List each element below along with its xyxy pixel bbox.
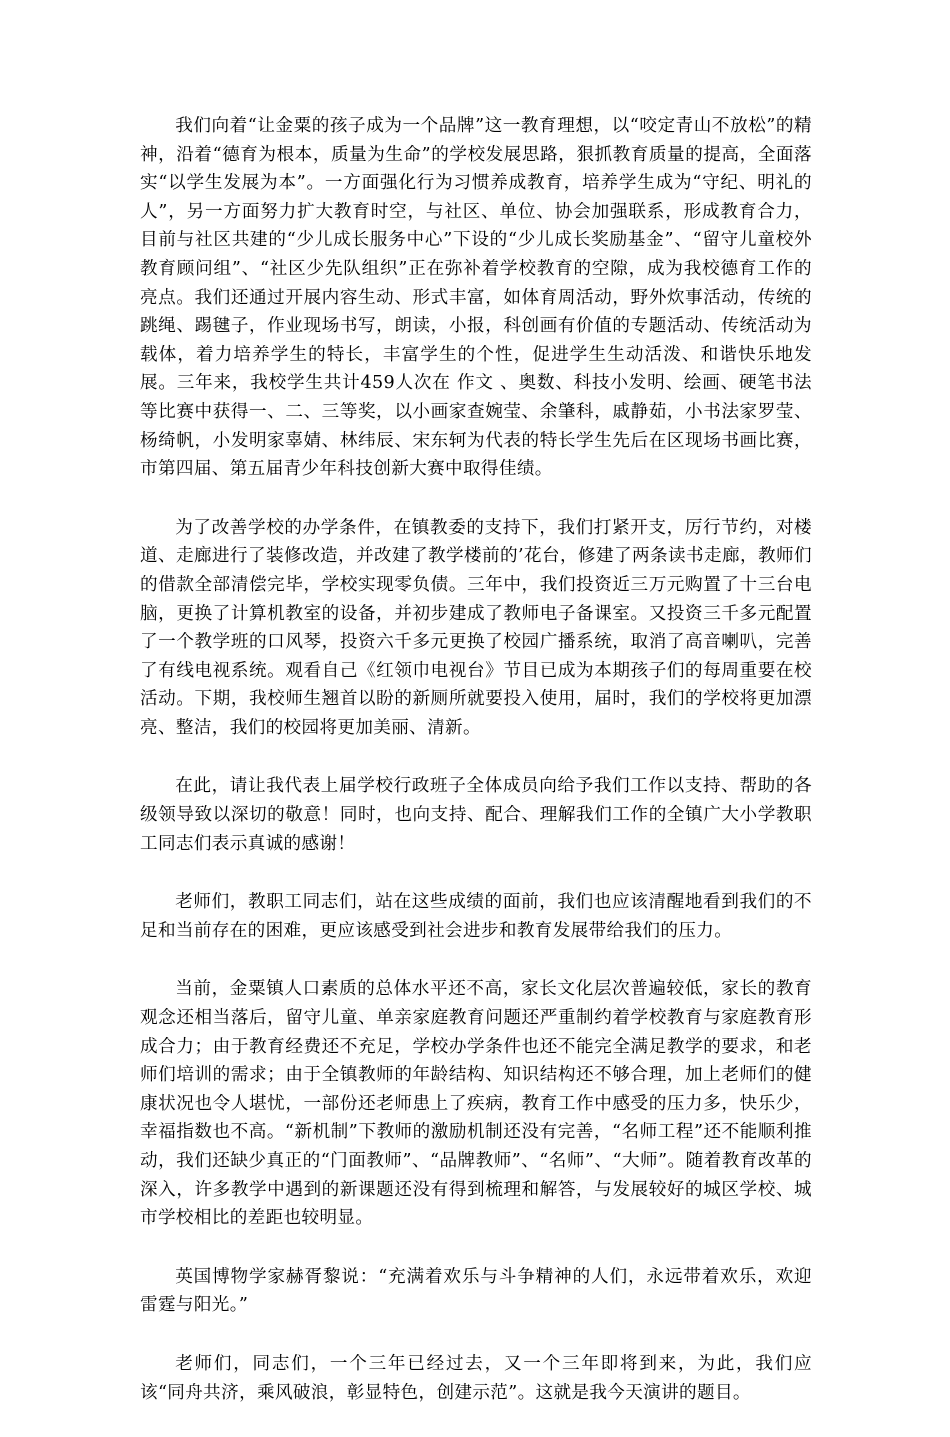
paragraph-speech-topic: 老师们，同志们，一个三年已经过去，又一个三年即将到来，为此，我们应该“同舟共济，乘风破浪，彰显特色，创建示范”。这就是我今天演讲的题目。 <box>140 1353 812 1403</box>
paragraph-quote: 英国博物学家赫胥黎说：“充满着欢乐与斗争精神的人们，永远带着欢乐，欢迎雷霆与阳光。” <box>140 1266 812 1316</box>
paragraph-thanks: 在此，请让我代表上届学校行政班子全体成员向给予我们工作以支持、帮助的各级领导致以深切的敬意！同时，也向支持、配合、理解我们工作的全镇广大小学教职工同志们表示真诚的感谢！ <box>140 776 812 854</box>
document-page <box>140 112 812 1437</box>
paragraph-current-difficulties: 当前，金粟镇人口素质的总体水平还不高，家长文化层次普遍较低，家长的教育观念还相当落后，留守儿童、单亲家庭教育问题还严重制约着学校教育与家庭教育形成合力；由于教育经费还不充足，学校办学条件也还不能完全满足教学的要求，和老师们培训的需求；由于全镇教师的年龄结构、知识结构还不够合理，加上老师们的健康状况也令人堪忧，一部份还老师患上了疾病，教育工作中感受的压力多，快乐少，幸福指数也不高。“新机制”下教师的激励机制还没有完善，“名师工程”还不能顺利推动，我们还缺少真正的“门面教师”、“品牌教师”、“名师”、“大师”。随着教育改革的深入，许多教学中遇到的新课题还没有得到梳理和解答，与发展较好的城区学校、城市学校相比的差距也较明显。 <box>140 979 812 1229</box>
paragraph-shortcomings: 老师们，教职工同志们，站在这些成绩的面前，我们也应该清醒地看到我们的不足和当前存在的困难，更应该感受到社会进步和教育发展带给我们的压力。 <box>140 892 812 941</box>
paragraph-moral-education: 我们向着“让金粟的孩子成为一个品牌”这一教育理想，以“咬定青山不放松”的精神，沿着“德育为根本，质量为生命”的学校发展思路，狠抓教育质量的提高，全面落实“以学生发展为本”。一方面强化行为习惯养成教育，培养学生成为“守纪、明礼的人”，另一方面努力扩大教育时空，与社区、单位、协会加强联系，形成教育合力，目前与社区共建的“少儿成长服务中心”下设的“少儿成长奖励基金”、“留守儿童校外教育顾问组”、“社区少先队组织”正在弥补着学校教育的空隙，成为我校德育工作的亮点。我们还通过开展内容生动、形式丰富，如体育周活动，野外炊事活动，传统的跳绳、踢毽子，作业现场书写，朗读，小报，科创画有价值的专题活动、传统活动为载体，着力培养学生的特长，丰富学生的个性，促进学生生动活泼、和谐快乐地发展。三年来，我校学生共计459人次在 作文 、奥数、科技小发明、绘画、硬笔书法等比赛中获得一、二、三等奖，以小画家查婉莹、余肇科，戚静茹，小书法家罗莹、杨绮帆，小发明家辜婧、林纬辰、宋东轲为代表的特长学生先后在区现场书画比赛，市第四届、第五届青少年科技创新大赛中取得佳绩。 <box>140 116 812 480</box>
paragraph-school-conditions: 为了改善学校的办学条件，在镇教委的支持下，我们打紧开支，厉行节约，对楼道、走廊进行了装修改造，并改建了教学楼前的’花台，修建了两条读书走廊，教师们的借款全部清偿完毕，学校实现零负债。三年中，我们投资近三万元购置了十三台电脑，更换了计算机教室的设备，并初步建成了教师电子备课室。又投资三千多元配置了一个教学班的口风琴，投资六千多元更换了校园广播系统，取消了高音喇叭，完善了有线电视系统。观看自己《红领巾电视台》节目已成为本期孩子们的每周重要在校活动。下期，我校师生翘首以盼的新厕所就要投入使用，届时，我们的学校将更加漂亮、整洁，我们的校园将更加美丽、清新。 <box>140 517 812 738</box>
